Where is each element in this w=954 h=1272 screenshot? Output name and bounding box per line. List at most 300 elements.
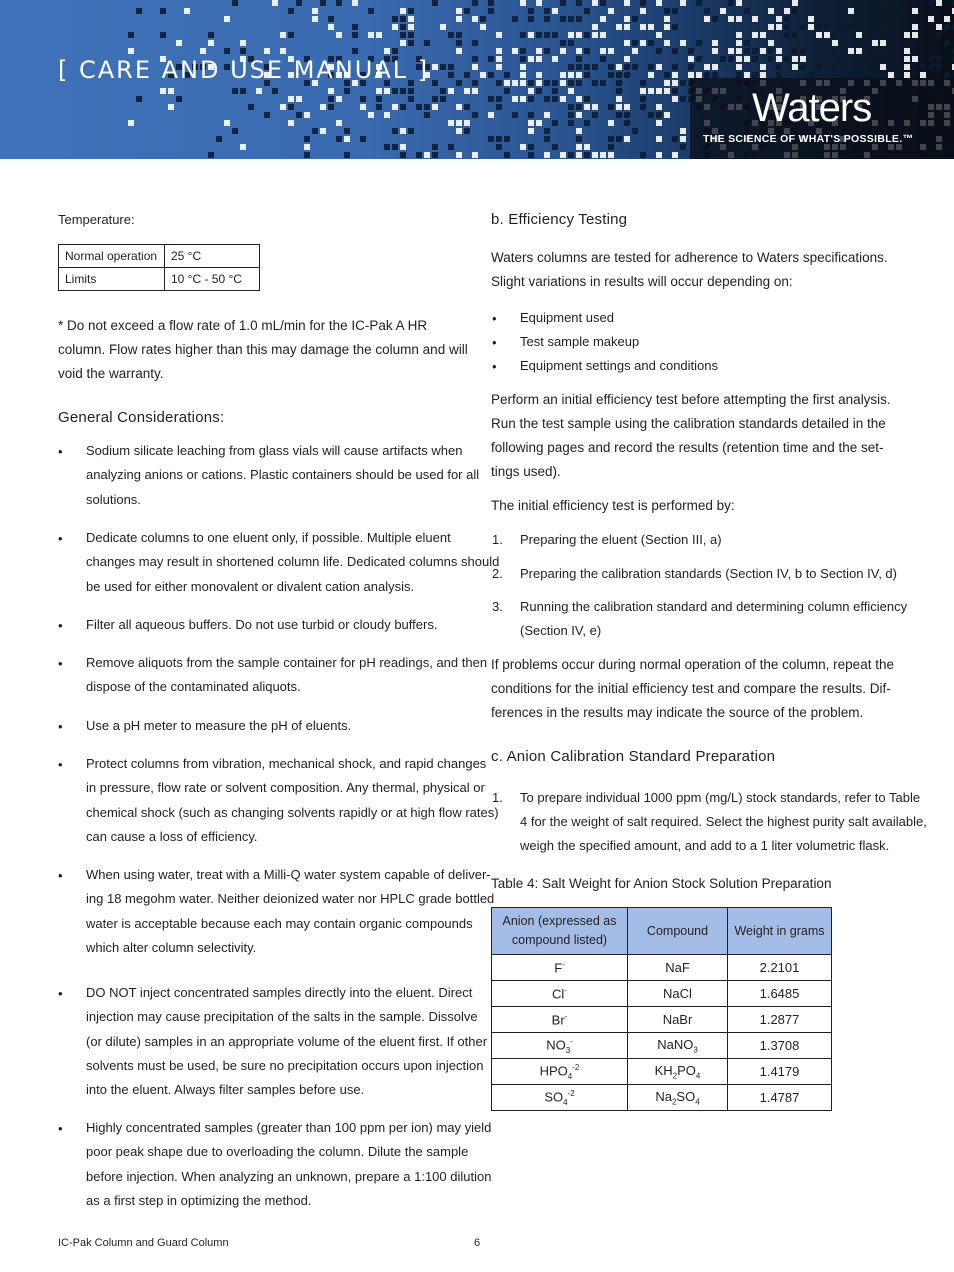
- pixel-square: [392, 128, 398, 134]
- bullet-text-line: into the eluent. Always filter samples before use.: [86, 1082, 365, 1098]
- pixel-square: [528, 120, 534, 126]
- pixel-square: [696, 72, 702, 78]
- pixel-square: [680, 80, 686, 86]
- pixel-square: [648, 88, 654, 94]
- pixel-square: [184, 8, 190, 14]
- anion-cell: [492, 955, 628, 981]
- pixel-square: [416, 152, 422, 158]
- bullet-dot: •: [58, 986, 63, 1001]
- pixel-square: [208, 40, 214, 46]
- paragraph-line: conditions for the initial efficiency test and compare the results. Dif-: [491, 681, 891, 696]
- pixel-square: [616, 112, 622, 118]
- pixel-square: [672, 152, 678, 158]
- pixel-square: [640, 8, 646, 14]
- anion-charge: -: [564, 985, 567, 995]
- pixel-square: [544, 96, 550, 102]
- pixel-square: [624, 120, 630, 126]
- anion-symbol: Br: [551, 1012, 565, 1028]
- pixel-square: [328, 104, 334, 110]
- paragraph-line: ferences in the results may indicate the source of the problem.: [491, 705, 864, 720]
- bullet-text-line: ing 18 megohm water. Neither deionized water nor HPLC grade bottled: [86, 891, 495, 907]
- bullet-dot: •: [58, 531, 63, 546]
- compound-formula: KH: [654, 1062, 673, 1078]
- pixel-square: [736, 56, 742, 62]
- pixel-square: [568, 120, 574, 126]
- anion-charge: -: [562, 959, 565, 969]
- pixel-square: [768, 48, 774, 54]
- pixel-square: [808, 16, 814, 22]
- pixel-square: [760, 32, 766, 38]
- pixel-square: [288, 8, 294, 14]
- pixel-square: [336, 0, 342, 6]
- pixel-square: [720, 8, 726, 14]
- pixel-square: [576, 96, 582, 102]
- pixel-square: [464, 8, 470, 14]
- pixel-square: [624, 16, 630, 22]
- pixel-square: [576, 144, 582, 150]
- pixel-square: [488, 56, 494, 62]
- pixel-square: [608, 104, 614, 110]
- bullet-dot: •: [492, 335, 497, 350]
- pixel-square: [336, 96, 342, 102]
- pixel-square: [488, 0, 494, 6]
- pixel-square: [456, 128, 462, 134]
- step-text: 4 for the weight of salt required. Select the highest purity salt available,: [520, 814, 927, 829]
- pixel-square: [352, 48, 358, 54]
- bullet-dot: •: [58, 757, 63, 772]
- pixel-square: [296, 0, 302, 6]
- pixel-square: [624, 56, 630, 62]
- pixel-square: [576, 136, 582, 142]
- table-row: [492, 981, 832, 1007]
- pixel-square: [288, 120, 294, 126]
- pixel-square: [640, 24, 646, 30]
- pixel-square: [520, 96, 526, 102]
- paragraph-line: Perform an initial efficiency test before attempting the first analysis.: [491, 392, 891, 407]
- pixel-square: [856, 48, 862, 54]
- pixel-square: [944, 72, 950, 78]
- pixel-square: [424, 152, 430, 158]
- pixel-square: [656, 48, 662, 54]
- pixel-square: [608, 72, 614, 78]
- pixel-square: [568, 104, 574, 110]
- pixel-square: [432, 152, 438, 158]
- pixel-square: [552, 96, 558, 102]
- pixel-square: [560, 16, 566, 22]
- pixel-square: [544, 128, 550, 134]
- pixel-square: [616, 88, 622, 94]
- weight-cell: 1.4179: [728, 1059, 832, 1085]
- bullet-text-line: injection may cause precipitation of the salts in the sample. Dissolve: [86, 1009, 478, 1025]
- pixel-square: [816, 24, 822, 30]
- bullet-dot: •: [492, 311, 497, 326]
- paragraph-line: If problems occur during normal operation of the column, repeat the: [491, 657, 894, 672]
- pixel-square: [792, 48, 798, 54]
- table-header-row: [492, 908, 832, 955]
- pixel-square: [632, 64, 638, 70]
- pixel-square: [472, 80, 478, 86]
- pixel-square: [552, 144, 558, 150]
- anion-symbol: HPO: [539, 1062, 568, 1078]
- pixel-square: [848, 8, 854, 14]
- pixel-square: [608, 144, 614, 150]
- pixel-square: [888, 72, 894, 78]
- pixel-square: [496, 96, 502, 102]
- pixel-square: [784, 32, 790, 38]
- bullet-text-line: When using water, treat with a Milli-Q water system capable of deliver-: [86, 867, 491, 882]
- pixel-square: [472, 40, 478, 46]
- bullet-text-line: be used for either monovalent or divalent cation analysis.: [86, 578, 415, 594]
- pixel-square: [704, 72, 710, 78]
- anion-symbol: SO: [544, 1088, 564, 1104]
- pixel-square: [488, 96, 494, 102]
- pixel-square: [568, 72, 574, 78]
- pixel-square: [792, 8, 798, 14]
- pixel-square: [904, 64, 910, 70]
- pixel-square: [528, 112, 534, 118]
- anion-charge: -2: [572, 1062, 580, 1072]
- pixel-square: [528, 16, 534, 22]
- step-number: 2.: [492, 566, 503, 581]
- pixel-square: [736, 16, 742, 22]
- compound-subscript: 3: [693, 1045, 698, 1055]
- pixel-square: [168, 104, 174, 110]
- weight-cell: 2.2101: [728, 955, 832, 981]
- pixel-square: [288, 96, 294, 102]
- pixel-square: [584, 8, 590, 14]
- bullet-text-line: water is acceptable because each may contain organic compounds: [86, 915, 473, 931]
- pixel-square: [880, 64, 886, 70]
- pixel-square: [544, 48, 550, 54]
- pixel-square: [712, 64, 718, 70]
- pixel-square: [856, 8, 862, 14]
- pixel-square: [408, 128, 414, 134]
- pixel-square: [856, 72, 862, 78]
- pixel-square: [560, 40, 566, 46]
- pixel-square: [688, 48, 694, 54]
- pixel-square: [400, 8, 406, 14]
- pixel-square: [944, 16, 950, 22]
- bullet-text-line: Sodium silicate leaching from glass vials will cause artifacts when: [86, 443, 463, 458]
- pixel-square: [680, 96, 686, 102]
- pixel-square: [512, 80, 518, 86]
- anion-cell: [492, 1059, 628, 1085]
- pixel-square: [608, 120, 614, 126]
- pixel-square: [648, 112, 654, 118]
- step-text: weigh the specified amount, and add to a 1 liter volumetric flask.: [520, 838, 890, 853]
- pixel-square: [512, 112, 518, 118]
- pixel-square: [864, 72, 870, 78]
- pixel-square: [328, 24, 334, 30]
- pixel-square: [544, 32, 550, 38]
- pixel-square: [488, 72, 494, 78]
- pixel-square: [536, 88, 542, 94]
- pixel-square: [920, 64, 926, 70]
- paragraph-line: tings used).: [491, 464, 561, 479]
- flow-note-line: void the warranty.: [58, 366, 164, 381]
- bullet-text-line: Remove aliquots from the sample container for pH readings, and then: [86, 655, 488, 670]
- pixel-square: [384, 112, 390, 118]
- pixel-square: [520, 0, 526, 6]
- pixel-square: [352, 24, 358, 30]
- pixel-square: [552, 56, 558, 62]
- pixel-square: [568, 32, 574, 38]
- weight-cell: 1.3708: [728, 1033, 832, 1059]
- pixel-square: [568, 64, 574, 70]
- pixel-square: [696, 0, 702, 6]
- bullet-dot: •: [58, 656, 63, 671]
- compound-cell: [628, 955, 728, 981]
- anion-calibration-heading: c. Anion Calibration Standard Preparation: [491, 748, 776, 765]
- pixel-square: [712, 72, 718, 78]
- temperature-label: Temperature:: [58, 212, 135, 227]
- pixel-square: [200, 48, 206, 54]
- column-header-compound: Compound: [628, 908, 728, 955]
- pixel-square: [344, 136, 350, 142]
- bullet-text-line: in pressure, flow rate or solvent composition. Any thermal, physical or: [86, 780, 485, 796]
- step-text: Preparing the calibration standards (Section IV, b to Section IV, d): [520, 566, 897, 581]
- pixel-square: [904, 56, 910, 62]
- pixel-square: [936, 32, 942, 38]
- pixel-square: [304, 136, 310, 142]
- pixel-square: [888, 64, 894, 70]
- column-header-weight: Weight in grams: [728, 908, 832, 955]
- waters-logo: Waters: [752, 86, 872, 130]
- pixel-square: [536, 80, 542, 86]
- pixel-square: [584, 64, 590, 70]
- pixel-square: [544, 8, 550, 14]
- pixel-square: [432, 104, 438, 110]
- pixel-square: [824, 24, 830, 30]
- pixel-square: [656, 152, 662, 158]
- bullet-dot: •: [492, 359, 497, 374]
- pixel-square: [536, 0, 542, 6]
- pixel-square: [312, 8, 318, 14]
- pixel-square: [640, 152, 646, 158]
- pixel-square: [528, 96, 534, 102]
- pixel-square: [304, 144, 310, 150]
- pixel-square: [328, 88, 334, 94]
- pixel-square: [464, 72, 470, 78]
- pixel-square: [472, 16, 478, 22]
- pixel-square: [576, 152, 582, 158]
- pixel-square: [912, 56, 918, 62]
- pixel-square: [552, 32, 558, 38]
- pixel-square: [744, 8, 750, 14]
- pixel-square: [672, 136, 678, 142]
- pixel-square: [496, 64, 502, 70]
- pixel-square: [768, 40, 774, 46]
- anion-charge: -: [570, 1036, 573, 1046]
- pixel-square: [408, 88, 414, 94]
- pixel-square: [904, 32, 910, 38]
- pixel-square: [528, 56, 534, 62]
- pixel-square: [768, 8, 774, 14]
- pixel-square: [232, 128, 238, 134]
- pixel-square: [616, 72, 622, 78]
- pixel-square: [584, 120, 590, 126]
- pixel-square: [792, 64, 798, 70]
- pixel-square: [808, 72, 814, 78]
- pixel-square: [584, 48, 590, 54]
- temp-label-cell: Limits: [59, 268, 165, 291]
- pixel-square: [600, 80, 606, 86]
- pixel-square: [456, 8, 462, 14]
- pixel-square: [576, 112, 582, 118]
- pixel-square: [488, 136, 494, 142]
- step-text: (Section IV, e): [520, 623, 602, 638]
- pixel-square: [232, 88, 238, 94]
- pixel-square: [776, 72, 782, 78]
- pixel-square: [520, 144, 526, 150]
- anion-charge: -: [564, 1011, 568, 1021]
- pixel-square: [520, 32, 526, 38]
- pixel-square: [912, 24, 918, 30]
- pixel-square: [888, 56, 894, 62]
- column-header-anion: Anion (expressed as compound listed): [492, 908, 628, 955]
- pixel-square: [736, 0, 742, 6]
- pixel-square: [400, 40, 406, 46]
- weight-cell: 1.4787: [728, 1085, 832, 1111]
- pixel-square: [248, 104, 254, 110]
- pixel-square: [776, 16, 782, 22]
- pixel-square: [400, 144, 406, 150]
- pixel-square: [520, 64, 526, 70]
- compound-cell: [628, 1059, 728, 1085]
- pixel-square: [856, 32, 862, 38]
- step-text: To prepare individual 1000 ppm (mg/L) stock standards, refer to Table: [520, 790, 921, 805]
- step-number: 1.: [492, 790, 503, 805]
- pixel-square: [664, 88, 670, 94]
- pixel-square: [432, 64, 438, 70]
- pixel-square: [536, 120, 542, 126]
- pixel-square: [896, 72, 902, 78]
- pixel-square: [640, 0, 646, 6]
- pixel-square: [568, 152, 574, 158]
- pixel-square: [440, 96, 446, 102]
- table-row: [492, 955, 832, 981]
- pixel-square: [312, 128, 318, 134]
- pixel-square: [512, 96, 518, 102]
- compound-formula: NaNO: [657, 1036, 694, 1052]
- table-caption: Table 4: Salt Weight for Anion Stock Solution Preparation: [491, 876, 832, 891]
- pixel-square: [848, 24, 854, 30]
- pixel-square: [544, 16, 550, 22]
- pixel-square: [888, 32, 894, 38]
- pixel-square: [496, 104, 502, 110]
- pixel-square: [424, 104, 430, 110]
- pixel-square: [512, 48, 518, 54]
- pixel-square: [360, 96, 366, 102]
- pixel-square: [888, 16, 894, 22]
- pixel-square: [576, 72, 582, 78]
- step-text: Running the calibration standard and determining column efficiency: [520, 599, 908, 614]
- brand-tagline: THE SCIENCE OF WHAT'S POSSIBLE.™: [703, 133, 914, 145]
- pixel-square: [384, 48, 390, 54]
- pixel-square: [744, 40, 750, 46]
- pixel-square: [672, 64, 678, 70]
- pixel-square: [840, 24, 846, 30]
- pixel-square: [352, 32, 358, 38]
- pixel-square: [784, 56, 790, 62]
- bullet-text-line: poor peak shape due to overloading the column. Dilute the sample: [86, 1144, 469, 1160]
- bullet-text-line: Highly concentrated samples (greater than 100 ppm per ion) may yield: [86, 1120, 492, 1135]
- pixel-square: [896, 8, 902, 14]
- pixel-square: [520, 72, 526, 78]
- pixel-square: [704, 8, 710, 14]
- pixel-square: [496, 48, 502, 54]
- pixel-square: [296, 112, 302, 118]
- pixel-square: [536, 72, 542, 78]
- pixel-square: [784, 24, 790, 30]
- pixel-square: [496, 80, 502, 86]
- pixel-square: [368, 32, 374, 38]
- compound-formula: NaF: [665, 960, 690, 975]
- compound-subscript: 2: [671, 1097, 677, 1107]
- pixel-square: [688, 72, 694, 78]
- compound-cell: [628, 981, 728, 1007]
- pixel-square: [736, 40, 742, 46]
- anion-symbol: Cl: [552, 986, 565, 1002]
- pixel-square: [456, 16, 462, 22]
- pixel-square: [560, 80, 566, 86]
- bullet-text-line: dispose of the contaminated aliquots.: [86, 679, 301, 695]
- pixel-square: [472, 112, 478, 118]
- pixel-square: [672, 24, 678, 30]
- pixel-square: [584, 152, 590, 158]
- pixel-square: [872, 32, 878, 38]
- paragraph-line: Run the test sample using the calibration standards detailed in the: [491, 416, 886, 431]
- pixel-square: [936, 24, 942, 30]
- pixel-square: [472, 152, 478, 158]
- pixel-square: [672, 80, 678, 86]
- pixel-square: [432, 96, 438, 102]
- pixel-square: [576, 48, 582, 54]
- pixel-square: [568, 80, 574, 86]
- temp-value-cell: 25 °C: [165, 245, 260, 268]
- pixel-square: [912, 40, 918, 46]
- pixel-square: [776, 64, 782, 70]
- pixel-square: [272, 0, 278, 6]
- pixel-square: [240, 144, 246, 150]
- pixel-square: [672, 8, 678, 14]
- bullet-text-line: can cause a loss of efficiency.: [86, 828, 258, 844]
- compound-formula: NaBr: [662, 1012, 693, 1027]
- pixel-square: [936, 0, 942, 6]
- pixel-square: [424, 112, 430, 118]
- pixel-square: [848, 48, 854, 54]
- pixel-square: [632, 48, 638, 54]
- pixel-square: [408, 8, 414, 14]
- pixel-square: [624, 64, 630, 70]
- pixel-square: [208, 152, 214, 158]
- pixel-square: [904, 72, 910, 78]
- pixel-square: [648, 64, 654, 70]
- pixel-square: [656, 104, 662, 110]
- pixel-square: [528, 128, 534, 134]
- pixel-square: [712, 48, 718, 54]
- pixel-square: [736, 64, 742, 70]
- pixel-square: [592, 112, 598, 118]
- pixel-square: [664, 80, 670, 86]
- pixel-square: [552, 8, 558, 14]
- pixel-square: [504, 88, 510, 94]
- pixel-square: [400, 152, 406, 158]
- pixel-square: [256, 88, 262, 94]
- pixel-square: [616, 96, 622, 102]
- pixel-square: [216, 136, 222, 142]
- pixel-square: [128, 120, 134, 126]
